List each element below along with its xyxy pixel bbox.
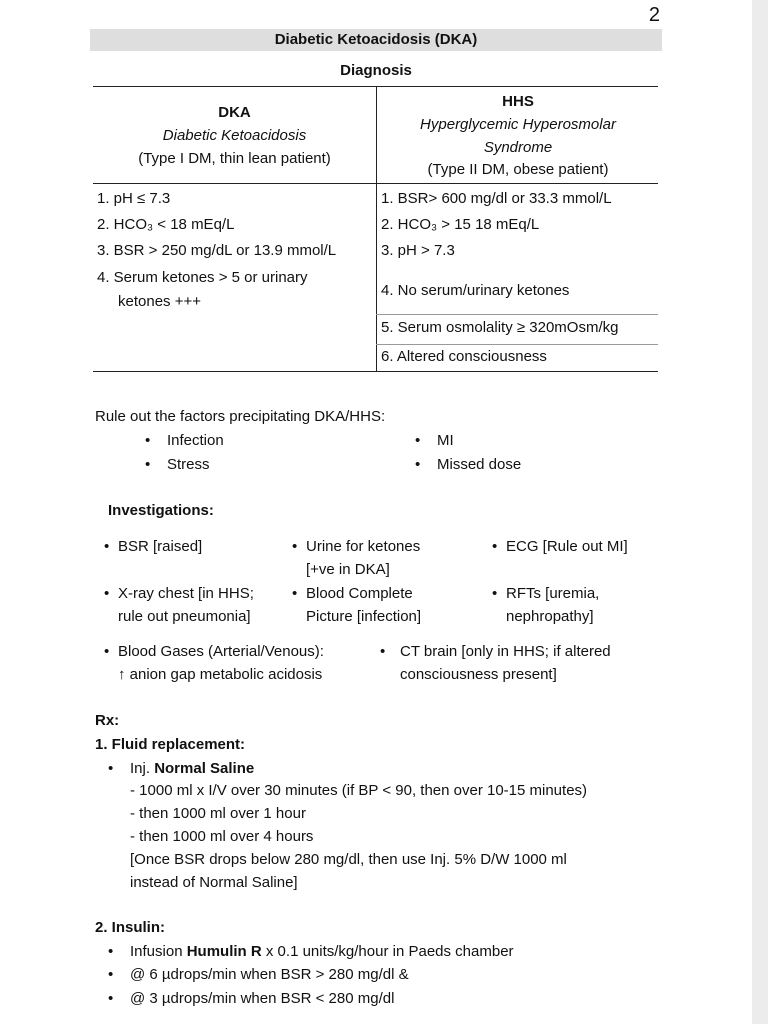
dka-criterion-continued: ketones +++ (118, 293, 201, 310)
investigation-item: • ECG [Rule out MI] (492, 538, 628, 555)
hhs-patient-note: (Type II DM, obese patient) (427, 161, 609, 178)
investigation-item: • CT brain [only in HHS; if altered (380, 643, 611, 660)
hhs-row-divider (376, 314, 658, 315)
investigation-item-continued: rule out pneumonia] (118, 608, 251, 625)
investigation-item: • X-ray chest [in HHS; (104, 585, 254, 602)
precipitating-factor: • Stress (145, 456, 210, 473)
document-title: Diabetic Ketoacidosis (DKA) (90, 29, 662, 51)
dka-criterion: 4. Serum ketones > 5 or urinary (97, 269, 308, 286)
section-title-diagnosis: Diagnosis (340, 62, 412, 79)
hhs-criterion: 2. HCO₃ > 15 18 mEq/L (381, 216, 540, 233)
precipitating-factor: • Missed dose (415, 456, 522, 473)
table-column-divider (376, 86, 377, 372)
dka-abbr: DKA (218, 104, 251, 121)
investigation-item: • Blood Complete (292, 585, 413, 602)
fluid-instruction: - 1000 ml x I/V over 30 minutes (if BP < 90, then over 10-15 minutes) (130, 782, 588, 799)
fluid-instruction: instead of Normal Saline] (130, 874, 298, 891)
insulin-rate: • @ 6 µdrops/min when BSR > 280 mg/dl & (108, 966, 409, 983)
dka-criterion: 1. pH ≤ 7.3 (97, 190, 171, 207)
hhs-full-name-line1: Hyperglycemic Hyperosmolar (420, 116, 616, 133)
hhs-row-divider (376, 344, 658, 345)
hhs-criterion: 5. Serum osmolality ≥ 320mOsm/kg (381, 319, 619, 336)
normal-saline-drug: Normal Saline (154, 760, 255, 777)
investigation-item-continued: ↑ anion gap metabolic acidosis (118, 666, 323, 683)
dka-full-name: Diabetic Ketoacidosis (162, 127, 307, 144)
rx-heading: Rx: (95, 712, 120, 729)
hhs-criterion: 1. BSR> 600 mg/dl or 33.3 mmol/L (381, 190, 612, 207)
insulin-heading: 2. Insulin: (95, 919, 166, 936)
investigation-item-continued: consciousness present] (400, 666, 557, 683)
investigation-item-continued: Picture [infection] (306, 608, 422, 625)
fluid-instruction: - then 1000 ml over 1 hour (130, 805, 306, 822)
investigation-item: • RFTs [uremia, (492, 585, 600, 602)
hhs-full-name-line2: Syndrome (483, 139, 553, 156)
hhs-abbr: HHS (502, 93, 534, 110)
hhs-criterion: 6. Altered consciousness (381, 348, 547, 365)
humulin-r-drug: Humulin R (186, 943, 262, 960)
precipitating-factor: • Infection (145, 432, 224, 449)
hhs-criterion: 4. No serum/urinary ketones (381, 282, 570, 299)
investigations-heading: Investigations: (108, 502, 214, 519)
investigation-item-continued: nephropathy] (506, 608, 594, 625)
insulin-infusion-line: • Infusion Humulin R x 0.1 units/kg/hour in Paeds chamber (108, 943, 514, 960)
investigation-item-continued: [+ve in DKA] (306, 561, 390, 578)
dka-patient-note: (Type I DM, thin lean patient) (138, 150, 331, 167)
fluid-instruction: - then 1000 ml over 4 hours (130, 828, 314, 845)
precipitating-factor: • MI (415, 432, 454, 449)
precipitating-heading: Rule out the factors precipitating DKA/HHS: (95, 408, 386, 425)
investigation-item: • Blood Gases (Arterial/Venous): (104, 643, 324, 660)
page-number: 2 (648, 4, 660, 26)
dka-criterion: 3. BSR > 250 mg/dL or 13.9 mmol/L (97, 242, 337, 259)
page-edge (752, 0, 768, 1024)
dka-criterion: 2. HCO₃ < 18 mEq/L (97, 216, 235, 233)
investigation-item: • BSR [raised] (104, 538, 203, 555)
insulin-rate: • @ 3 µdrops/min when BSR < 280 mg/dl (108, 990, 395, 1007)
hhs-criterion: 3. pH > 7.3 (381, 242, 455, 259)
fluid-injection-line: • Inj. Normal Saline (108, 760, 255, 777)
fluid-instruction: [Once BSR drops below 280 mg/dl, then use Inj. 5% D/W 1000 ml (130, 851, 567, 868)
fluid-replacement-heading: 1. Fluid replacement: (95, 736, 246, 753)
investigation-item: • Urine for ketones (292, 538, 421, 555)
